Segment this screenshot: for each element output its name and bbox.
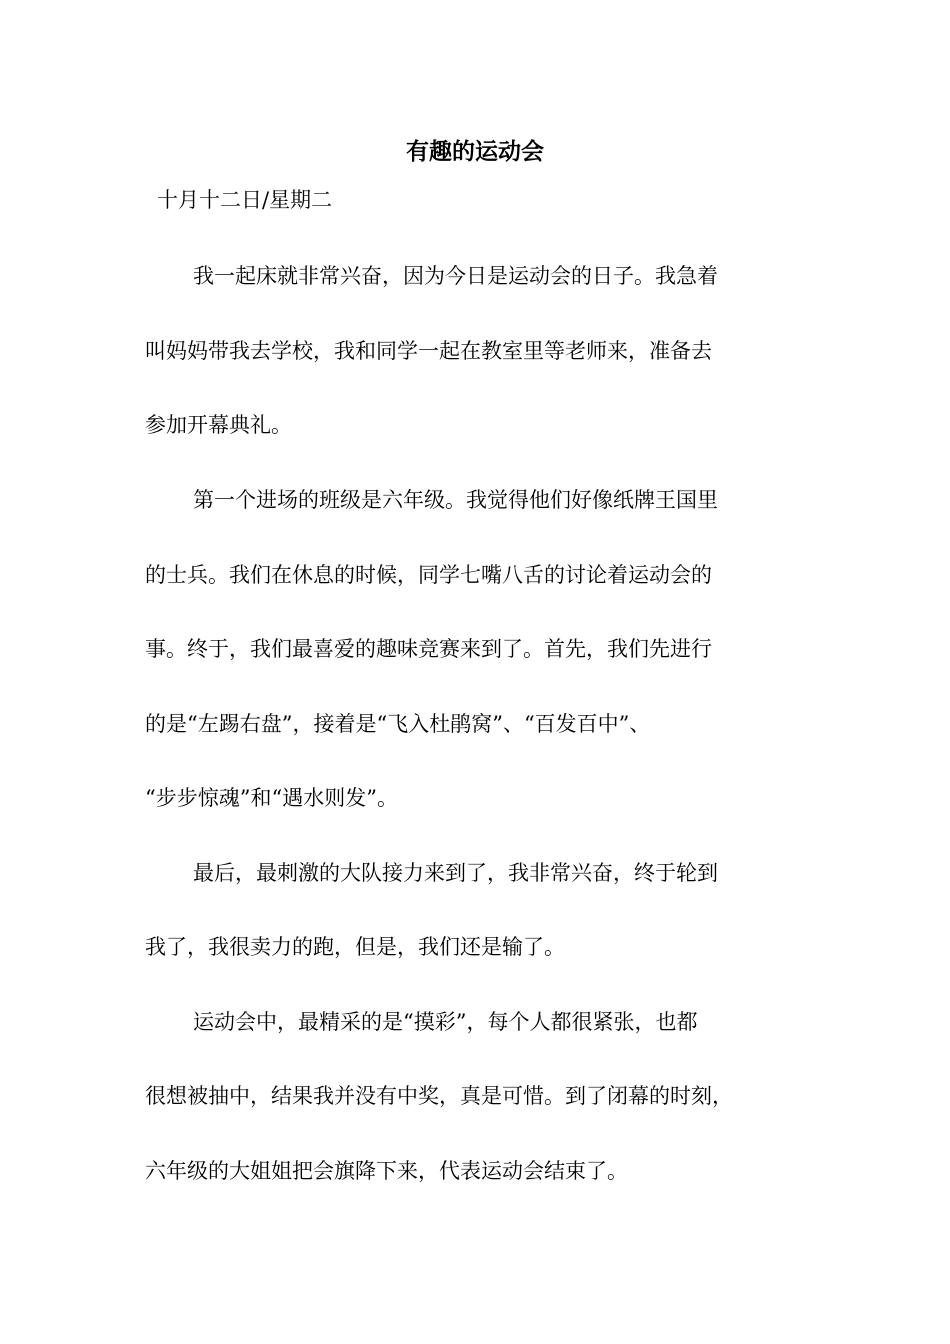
paragraph-2-line-2: 的士兵。我们在休息的时候，同学七嘴八舌的讨论着运动会的 bbox=[145, 563, 712, 587]
paragraph-1-line-3: 参加开幕典礼。 bbox=[145, 413, 292, 437]
date-line: 十月十二日/星期二 bbox=[157, 188, 333, 212]
paragraph-2-line-3: 事。终于，我们最喜爱的趣味竞赛来到了。首先，我们先进行 bbox=[145, 637, 712, 661]
paragraph-3-line-1: 最后，最刺激的大队接力来到了，我非常兴奋，终于轮到 bbox=[193, 861, 718, 885]
paragraph-3-line-2: 我了，我很卖力的跑，但是，我们还是输了。 bbox=[145, 935, 565, 959]
page-title: 有趣的运动会 bbox=[406, 139, 544, 165]
paragraph-4-line-3: 六年级的大姐姐把会旗降下来，代表运动会结束了。 bbox=[145, 1159, 628, 1183]
paragraph-1-line-2: 叫妈妈带我去学校，我和同学一起在教室里等老师来，准备去 bbox=[145, 339, 712, 363]
paragraph-4-line-2: 很想被抽中，结果我并没有中奖，真是可惜。到了闭幕的时刻， bbox=[145, 1084, 733, 1108]
paragraph-2-line-4: 的是“左踢右盘”，接着是“飞入杜鹃窝”、“百发百中”、 bbox=[145, 712, 651, 736]
paragraph-4-line-1: 运动会中，最精采的是“摸彩”，每个人都很紧张，也都 bbox=[193, 1010, 698, 1034]
paragraph-2-line-1: 第一个进场的班级是六年级。我觉得他们好像纸牌王国里 bbox=[193, 488, 718, 512]
paragraph-1-line-1: 我一起床就非常兴奋，因为今日是运动会的日子。我急着 bbox=[193, 264, 718, 288]
paragraph-2-line-5: “步步惊魂”和“遇水则发”。 bbox=[145, 786, 398, 810]
